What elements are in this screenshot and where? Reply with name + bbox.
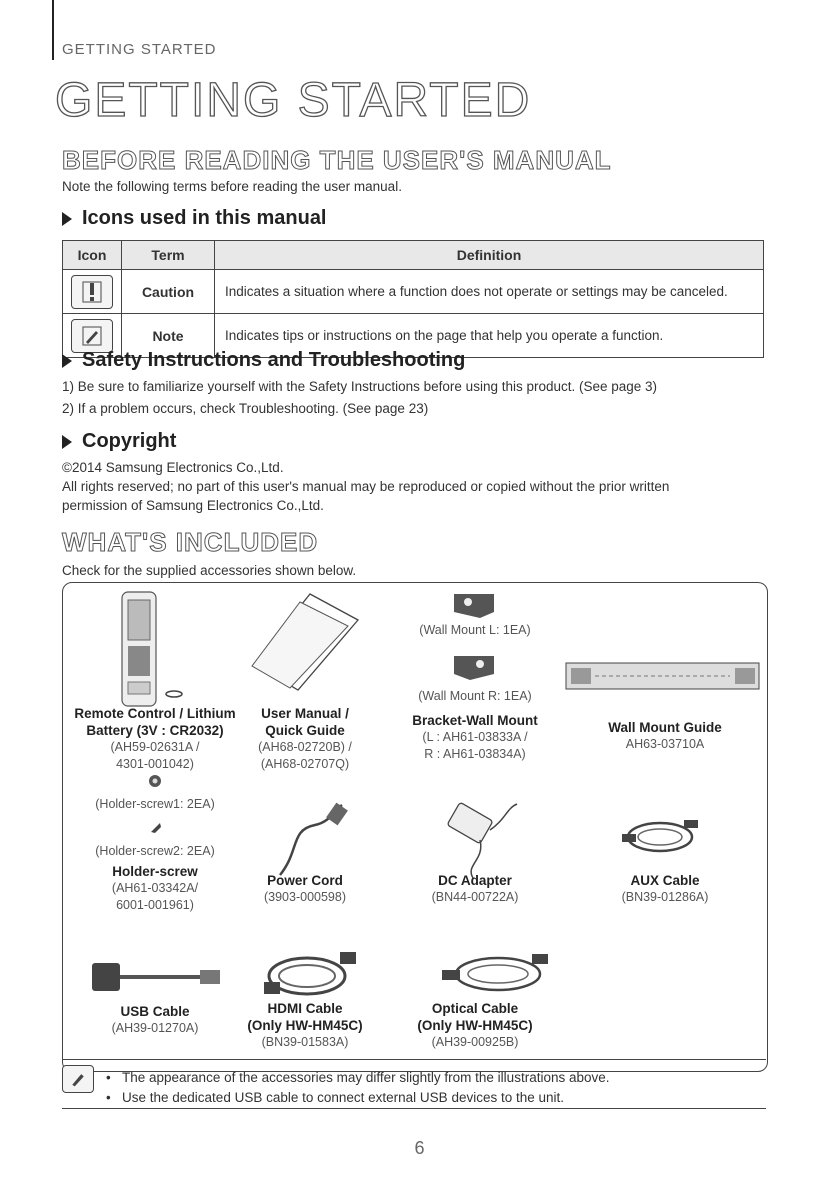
remote-code: 4301-001042) [116,757,194,771]
remote-info [70,705,240,773]
hdmi-info [230,1000,380,1051]
holder-code: 6001-001961) [116,898,194,912]
divider [62,1059,766,1060]
header-section-label: GETTING STARTED [62,41,217,58]
remote-name: Remote Control / Lithium [74,706,236,721]
caution-icon [71,275,113,309]
usb-name: USB Cable [120,1004,190,1019]
header-bar [52,0,54,60]
bracket-info [400,712,550,763]
dc-name: DC Adapter [438,873,512,888]
table-cell-term: Note [122,314,215,358]
holder-code: (AH61-03342A/ [111,881,199,895]
section-title-before: BEFORE READING THE USER'S MANUAL [62,145,612,175]
remote-control-image [118,590,188,710]
table-header-icon: Icon [63,241,122,270]
note-icon [62,1065,94,1093]
power-name: Power Cord [267,873,343,888]
optical-code: (AH39-00925B) [431,1035,519,1049]
optical-name: (Only HW-HM45C) [417,1018,533,1033]
table-cell-term: Caution [122,270,215,314]
optical-info [400,1000,550,1051]
wall-mount-l-image [450,588,500,620]
table-cell-icon [63,270,122,314]
aux-code: (BN39-01286A) [621,890,709,904]
optical-name: Optical Cable [431,1001,519,1016]
copyright-title-text: Copyright [82,430,177,452]
holder-info [70,863,240,914]
copyright-title [62,430,176,453]
holder-name: Holder-screw [112,864,198,879]
hdmi-name: HDMI Cable [267,1001,343,1016]
table-header-definition: Definition [215,241,764,270]
table-row [63,270,764,314]
optical-cable-image [440,944,550,1000]
usb-cable-image [90,960,230,994]
aux-info [575,872,755,906]
notes-list [106,1068,610,1108]
note-item: • The appearance of the accessories may differ slightly from the illustrations above. [106,1068,610,1088]
bracket-code: R : AH61-03834A) [424,747,526,761]
page-number: 6 [414,1138,425,1158]
dc-adapter-image [445,800,525,880]
safety-item: 1) Be sure to familiarize yourself with the Safety Instructions before using this product. (See page 3) [62,379,658,394]
remote-name: Battery (3V : CR2032) [86,723,224,738]
bracket-name: Bracket-Wall Mount [412,713,538,728]
user-manual-image [250,592,360,692]
note-item: • Use the dedicated USB cable to connect external USB devices to the unit. [106,1088,610,1108]
icons-table [62,240,764,358]
divider [62,1108,766,1109]
aux-cable-image [620,812,700,862]
screw-icon [148,774,162,788]
copyright-line: All rights reserved; no part of this user's manual may be reproduced or copied without the prior written [62,479,670,494]
arrow-icon [62,435,72,449]
copyright-line: ©2014 Samsung Electronics Co.,Ltd. [62,460,284,475]
wall-mount-r-image [450,650,500,682]
section-title-included: WHAT'S INCLUDED [62,527,319,557]
icons-section-title [62,207,327,230]
dc-code: (BN44-00722A) [431,890,519,904]
remote-code: (AH59-02631A / [110,740,200,754]
usb-info [70,1003,240,1037]
dc-info [400,872,550,906]
table-header-term: Term [122,241,215,270]
wall-mount-r-label: (Wall Mount R: 1EA) [418,689,532,703]
manual-code: (AH68-02707Q) [260,757,350,771]
wall-mount-l-label: (Wall Mount L: 1EA) [419,623,531,637]
arrow-icon [62,212,72,226]
safety-title-text: Safety Instructions and Troubleshooting [82,349,466,371]
power-cord-image [270,800,350,880]
manual-name: User Manual / [261,706,349,721]
table-cell-definition: Indicates a situation where a function does not operate or settings may be canceled. [215,270,764,314]
guide-code: AH63-03710A [625,737,705,751]
included-intro: Check for the supplied accessories shown below. [62,563,357,578]
table-header-row [63,241,764,270]
arrow-icon [62,354,72,368]
note-icon [71,319,113,353]
manual-code: (AH68-02720B) / [258,740,352,754]
safety-item: 2) If a problem occurs, check Troubleshooting. (See page 23) [62,401,429,416]
power-info [230,872,380,906]
page-title: GETTING STARTED [55,74,532,127]
wall-mount-guide-image [565,662,760,690]
aux-name: AUX Cable [630,873,700,888]
guide-info [575,719,755,753]
before-intro: Note the following terms before reading the user manual. [62,179,402,194]
screw-icon [150,822,162,834]
guide-name: Wall Mount Guide [608,720,722,735]
holder-screw2: (Holder-screw2: 2EA) [95,844,215,858]
manual-info [230,705,380,773]
usb-code: (AH39-01270A) [111,1021,199,1035]
power-code: (3903-000598) [263,890,346,904]
hdmi-cable-image [262,944,362,1004]
bracket-code: (L : AH61-03833A / [422,730,528,744]
hdmi-code: (BN39-01583A) [261,1035,349,1049]
icons-section-title-text: Icons used in this manual [82,207,327,229]
safety-title [62,349,465,372]
copyright-line: permission of Samsung Electronics Co.,Ltd. [62,498,324,513]
holder-screw1: (Holder-screw1: 2EA) [95,797,215,811]
hdmi-name: (Only HW-HM45C) [247,1018,363,1033]
manual-name: Quick Guide [265,723,345,738]
table-cell-definition: Indicates tips or instructions on the page that help you operate a function. [215,314,764,358]
